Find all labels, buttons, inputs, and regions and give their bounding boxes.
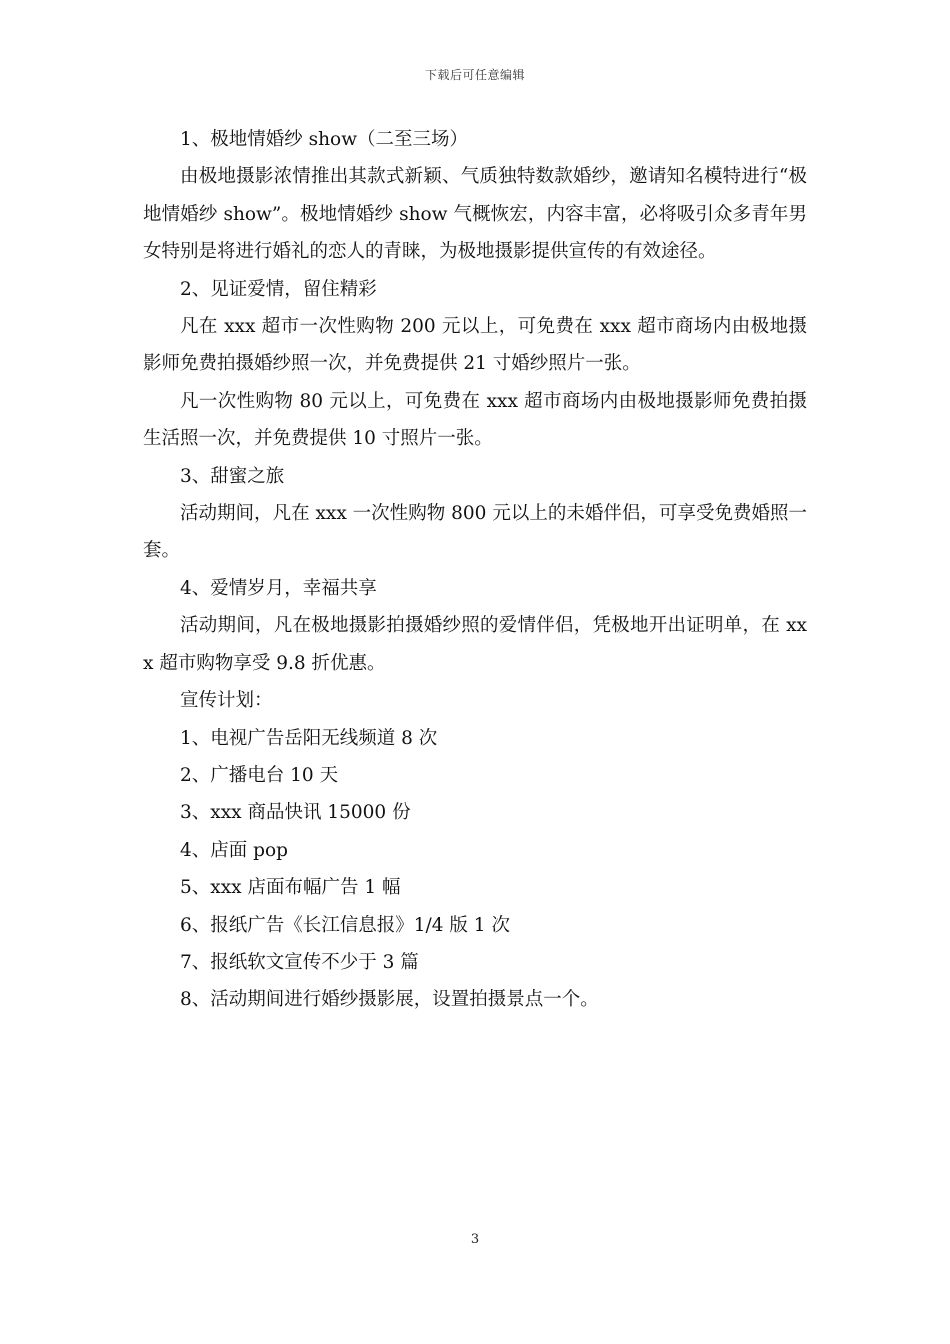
plan-item-radio: 2、广播电台 10 天 xyxy=(180,764,339,786)
page-number: 3 xyxy=(470,1232,480,1247)
plan-item-banner: 5、xxx 店面布幅广告 1 幅 xyxy=(180,877,401,899)
paragraph-wedding-photo-offer: 凡在 xxx 超市一次性购物 200 元以上，可免费在 xxx 超市商场内由极地摄影师免费拍摄婚纱照一次，并免费提供 21 寸婚纱照片一张。 xyxy=(143,316,807,375)
paragraph-sweet-journey: 活动期间，凡在 xxx 一次性购物 800 元以上的未婚伴侣，可享受免费婚照一套。 xyxy=(143,503,807,562)
document-body xyxy=(143,121,807,1019)
paragraph-life-photo-offer: 凡一次性购物 80 元以上，可免费在 xxx 超市商场内由极地摄影师免费拍摄生活照一次，并免费提供 10 寸照片一张。 xyxy=(143,390,807,450)
promotion-plan-heading: 宣传计划： xyxy=(180,690,273,712)
plan-item-newspaper-ad: 6、报纸广告《长江信息报》1/4 版 1 次 xyxy=(180,914,510,936)
header-note: 下载后可任意编辑 xyxy=(424,68,525,82)
section-heading-show: 1、极地情婚纱 show（二至三场） xyxy=(180,129,469,150)
section-heading-love-years: 4、爱情岁月，幸福共享 xyxy=(180,577,377,599)
plan-item-flyer: 3、xxx 商品快讯 15000 份 xyxy=(180,802,411,824)
plan-item-exhibition: 8、活动期间进行婚纱摄影展，设置拍摄景点一个。 xyxy=(180,989,599,1011)
plan-item-tv: 1、电视广告岳阳无线频道 8 次 xyxy=(180,727,438,749)
paragraph-love-years: 活动期间，凡在极地摄影拍摄婚纱照的爱情伴侣，凭极地开出证明单，在 xxx 超市购物享受 9.8 折优惠。 xyxy=(143,615,807,674)
paragraph-show-description: 由极地摄影浓情推出其款式新颖、气质独特数款婚纱，邀请知名模特进行“极地情婚纱 show”。极地情婚纱 show 气概恢宏，内容丰富，必将吸引众多青年男女特别是将进行婚礼的恋人的青睐，为极地摄影提供宣传的有效途径。 xyxy=(143,166,807,263)
section-heading-sweet-journey: 3、甜蜜之旅 xyxy=(180,465,285,487)
section-heading-witness-love: 2、见证爱情，留住精彩 xyxy=(180,278,377,300)
plan-item-newspaper-article: 7、报纸软文宣传不少于 3 篇 xyxy=(180,951,419,973)
plan-item-pop: 4、店面 pop xyxy=(180,839,288,861)
